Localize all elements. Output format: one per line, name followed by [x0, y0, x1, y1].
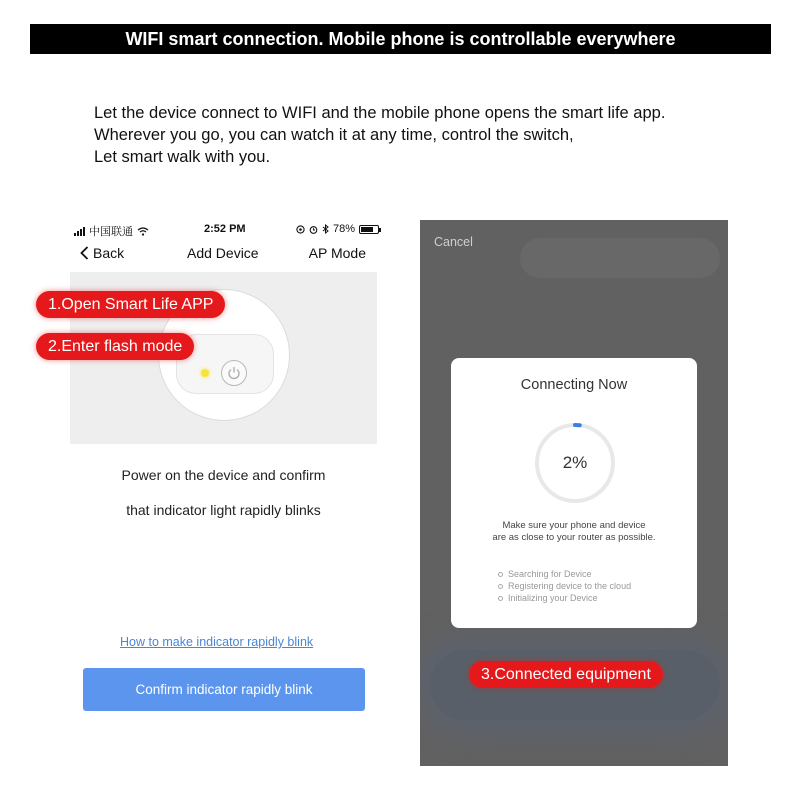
connection-steps — [498, 568, 631, 604]
step-item — [498, 580, 631, 592]
back-label: Back — [93, 245, 125, 261]
step-bullet-icon — [498, 584, 503, 589]
intro-text — [94, 102, 774, 168]
carrier-label: 中国联通 — [89, 226, 133, 238]
chevron-left-icon — [80, 246, 89, 260]
ap-mode-button[interactable]: AP Mode — [308, 245, 366, 261]
battery-icon — [359, 225, 379, 234]
back-button[interactable] — [80, 245, 124, 261]
intro-line-2: Wherever you go, you can watch it at any time, control the switch, — [94, 126, 574, 144]
step-item — [498, 568, 631, 580]
wifi-icon — [137, 227, 149, 236]
step-label: Searching for Device — [508, 569, 592, 579]
status-time: 2:52 PM — [204, 223, 246, 235]
status-bar — [74, 219, 379, 239]
step-label: Initializing your Device — [508, 593, 598, 603]
signal-icon — [74, 227, 85, 236]
bluetooth-icon — [322, 224, 329, 234]
confirm-blink-button[interactable]: Confirm indicator rapidly blink — [83, 668, 365, 711]
connecting-dialog — [451, 358, 697, 628]
callout-step-2: 2.Enter flash mode — [36, 333, 194, 360]
cancel-button[interactable]: Cancel — [434, 235, 473, 249]
alarm-icon — [309, 225, 318, 234]
step-bullet-icon — [498, 596, 503, 601]
step-item — [498, 592, 631, 604]
intro-line-3: Let smart walk with you. — [94, 148, 271, 166]
step-label: Registering device to the cloud — [508, 581, 632, 591]
dialog-title: Connecting Now — [520, 377, 628, 393]
callout-step-3: 3.Connected equipment — [469, 661, 663, 688]
instruction-line-1: Power on the device and confirm — [121, 467, 326, 483]
help-link[interactable]: How to make indicator rapidly blink — [120, 635, 314, 649]
dialog-note — [451, 520, 697, 544]
dialog-note-line-1: Make sure your phone and device — [502, 520, 646, 531]
power-icon — [221, 360, 247, 386]
step-bullet-icon — [498, 572, 503, 577]
nav-title: Add Device — [187, 245, 259, 261]
intro-line-1: Let the device connect to WIFI and the mobile phone opens the smart life app. — [94, 104, 666, 122]
banner-title: WIFI smart connection. Mobile phone is controllable everywhere — [30, 24, 771, 54]
instruction-line-2: that indicator light rapidly blinks — [126, 502, 321, 518]
dialog-note-line-2: are as close to your router as possible. — [492, 532, 656, 543]
indicator-light — [201, 369, 209, 377]
progress-percent: 2% — [562, 453, 588, 472]
battery-percent: 78% — [332, 223, 355, 235]
callout-step-1: 1.Open Smart Life APP — [36, 291, 225, 318]
nav-bar — [80, 245, 380, 265]
carrier-group — [74, 223, 149, 239]
blurred-header — [520, 238, 720, 278]
status-right-group — [296, 223, 379, 235]
location-icon — [296, 225, 305, 234]
